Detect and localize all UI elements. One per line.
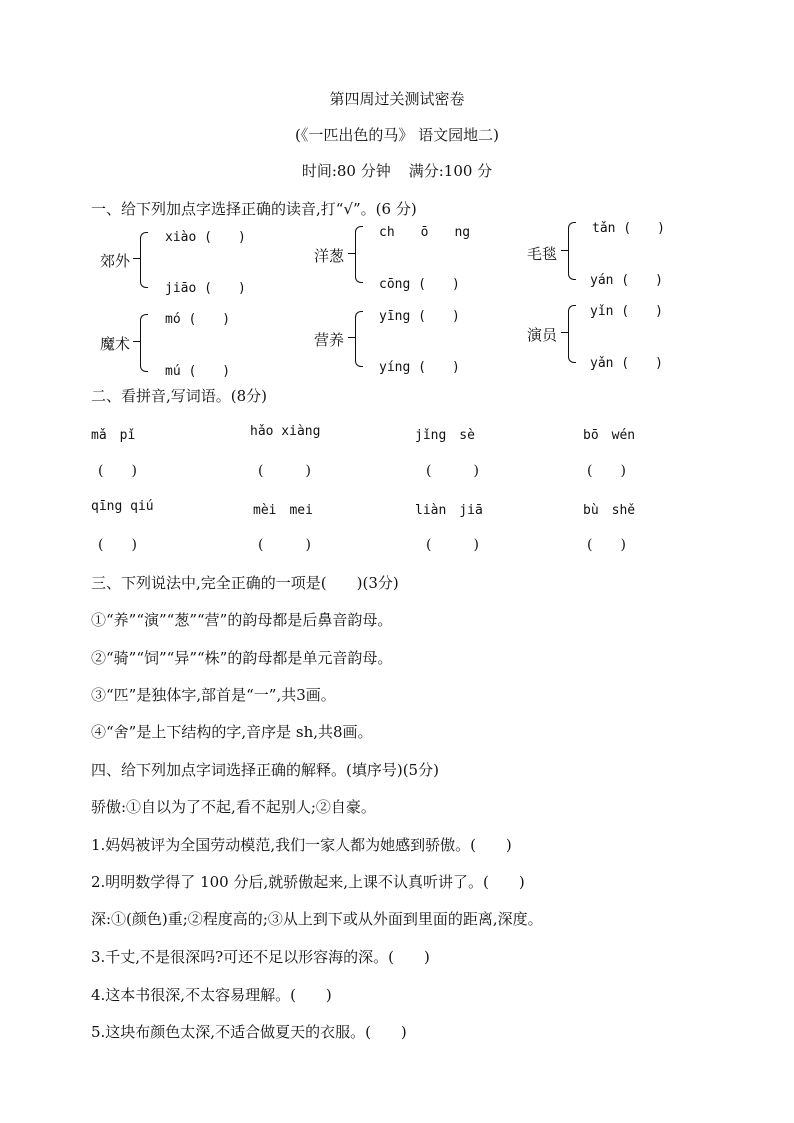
brace (568, 305, 576, 363)
word-maotan: 毛毯 (527, 245, 558, 263)
option-tan: tǎn ( ) (592, 221, 665, 236)
definition-jiaoao: 骄傲:①自以为了不起,看不起别人;②自豪。 (91, 798, 376, 816)
word-yangcong: 洋葱 (314, 247, 345, 265)
option-chong: ch ō ng (379, 225, 471, 240)
pinyin-lianjia: liàn jiā (415, 503, 483, 518)
answer-blank[interactable]: ( ) (587, 463, 626, 479)
section2-heading: 二、看拼音,写词语。(8分) (91, 387, 268, 405)
brace (140, 232, 148, 288)
pinyin-bowen: bō wén (583, 428, 636, 443)
question-3: 3.千丈,不是很深吗?可还不足以形容海的深。( ) (91, 948, 430, 966)
option-yin: yǐn ( ) (590, 304, 663, 319)
question-2: 2.明明数学得了 100 分后,就骄傲起来,上课不认真听讲了。( ) (91, 873, 525, 891)
option-ying2: yíng ( ) (379, 360, 460, 375)
exam-info (0, 160, 794, 181)
option-jiao: jiāo ( ) (165, 281, 246, 296)
pinyin-jingse: jǐng sè (415, 428, 475, 443)
answer-blank[interactable]: ( ) (587, 537, 626, 553)
option-xiao: xiào ( ) (165, 230, 246, 245)
answer-blank[interactable]: ( ) (258, 537, 311, 553)
option-yan: yán ( ) (590, 273, 663, 288)
pinyin-bushe: bù shě (583, 503, 636, 518)
word-moshu: 魔术 (100, 335, 131, 353)
brace (355, 311, 363, 367)
answer-blank[interactable]: ( ) (258, 463, 311, 479)
pinyin-haoxiang: hǎo xiàng (250, 424, 321, 439)
choice-item: ②“骑”“饲”“异”“株”的韵母都是单元音韵母。 (91, 649, 393, 667)
word-jiaowai: 郊外 (100, 252, 131, 270)
section3-heading: 三、下列说法中,完全正确的一项是( )(3分) (91, 574, 399, 592)
brace (355, 226, 363, 283)
section4-heading: 四、给下列加点字词选择正确的解释。(填序号)(5分) (91, 761, 439, 779)
option-yan: yǎn ( ) (590, 356, 663, 371)
word-yingyang: 营养 (314, 331, 345, 349)
word-yanyuan: 演员 (527, 326, 558, 344)
question-4: 4.这本书很深,不太容易理解。( ) (91, 986, 332, 1004)
choice-item: ④“舍”是上下结构的字,音序是 sh,共8画。 (91, 723, 373, 741)
question-1: 1.妈妈被评为全国劳动模范,我们一家人都为她感到骄傲。( ) (91, 836, 512, 854)
pinyin-qingqiu: qīng qiú (91, 499, 154, 514)
time-limit: 时间:80 分钟 (301, 162, 391, 180)
choice-item: ①“养”“演”“葱”“营”的韵母都是后鼻音韵母。 (91, 611, 393, 629)
answer-blank[interactable]: ( ) (426, 537, 479, 553)
option-mo: mó ( ) (165, 312, 231, 327)
choice-item: ③“匹”是独体字,部首是“一”,共3画。 (91, 686, 336, 704)
brace (568, 222, 576, 280)
pinyin-meimei: mèi mei (253, 503, 313, 518)
question-5: 5.这块布颜色太深,不适合做夏天的衣服。( ) (91, 1023, 407, 1041)
option-cong: cōng ( ) (379, 277, 460, 292)
option-ying1: yīng ( ) (379, 309, 460, 324)
page-subtitle: (《一匹出色的马》 语文园地二) (295, 126, 499, 144)
answer-blank[interactable]: ( ) (426, 463, 479, 479)
section1-heading: 一、给下列加点字选择正确的读音,打“√”。(6 分) (91, 200, 417, 218)
full-score: 满分:100 分 (408, 162, 493, 180)
brace (140, 314, 148, 372)
answer-blank[interactable]: ( ) (98, 463, 137, 479)
pinyin-mapi: mǎ pǐ (91, 428, 136, 443)
page-title: 第四周过关测试密卷 (329, 90, 465, 108)
definition-shen: 深:①(颜色)重;②程度高的;③从上到下或从外面到里面的距离,深度。 (91, 910, 543, 928)
answer-blank[interactable]: ( ) (98, 537, 137, 553)
option-mu: mú ( ) (165, 364, 231, 379)
